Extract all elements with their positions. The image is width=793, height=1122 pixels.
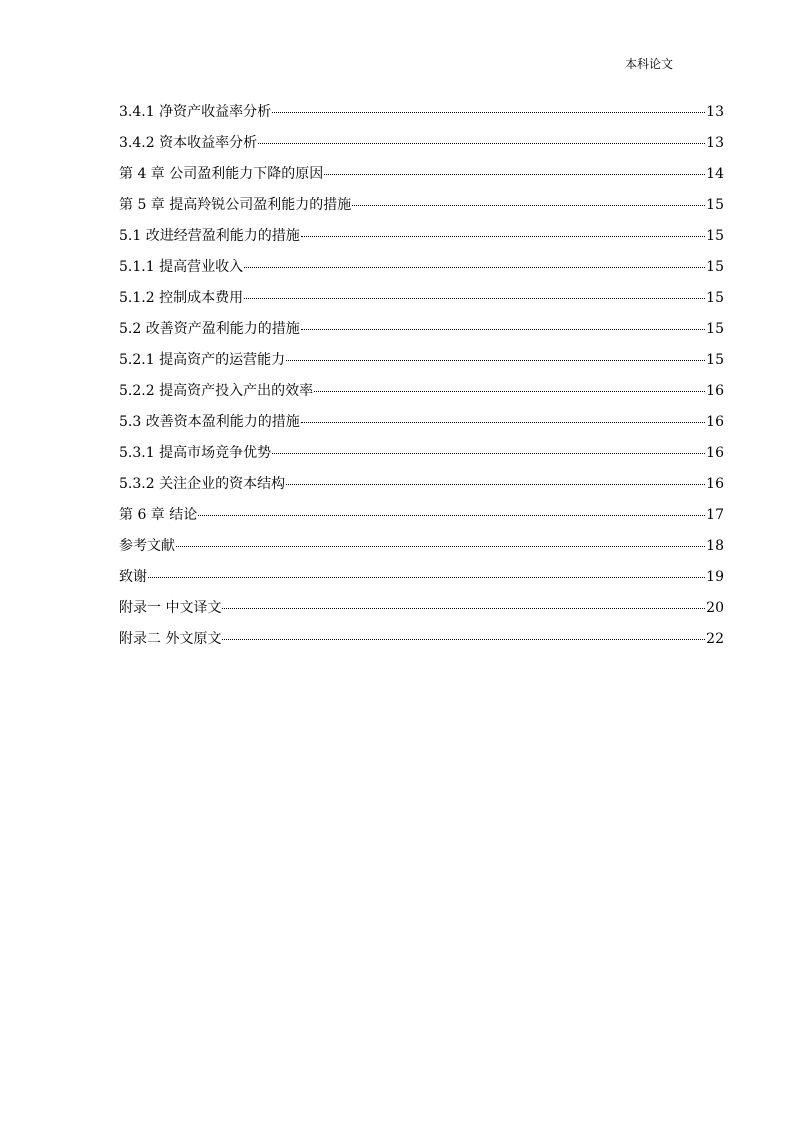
toc-entry[interactable] xyxy=(119,441,724,472)
toc-dot-leader xyxy=(244,298,705,299)
toc-entry-page: 15 xyxy=(706,352,724,368)
toc-entry[interactable] xyxy=(119,627,724,658)
toc-entry-page: 15 xyxy=(706,259,724,275)
toc-dot-leader xyxy=(222,608,705,609)
toc-dot-leader xyxy=(148,577,705,578)
toc-entry[interactable] xyxy=(119,224,724,255)
toc-entry[interactable] xyxy=(119,255,724,286)
toc-dot-leader xyxy=(314,391,705,392)
toc-entry-title: 第 5 章 提高羚锐公司盈利能力的措施 xyxy=(119,197,352,213)
toc-dot-leader xyxy=(286,484,705,485)
toc-entry-title: 附录一 中文译文 xyxy=(119,600,222,616)
toc-entry-page: 15 xyxy=(706,197,724,213)
table-of-contents xyxy=(119,100,724,658)
toc-entry[interactable] xyxy=(119,379,724,410)
toc-entry-title: 第 6 章 结论 xyxy=(119,507,198,523)
toc-dot-leader xyxy=(286,360,705,361)
toc-entry-title: 5.3.1 提高市场竞争优势 xyxy=(119,445,272,461)
toc-entry[interactable] xyxy=(119,534,724,565)
toc-entry[interactable] xyxy=(119,193,724,224)
toc-entry[interactable] xyxy=(119,565,724,596)
toc-entry-page: 16 xyxy=(706,445,724,461)
toc-entry-page: 20 xyxy=(706,600,724,616)
toc-dot-leader xyxy=(352,205,705,206)
toc-entry[interactable] xyxy=(119,472,724,503)
toc-entry-page: 15 xyxy=(706,290,724,306)
toc-entry[interactable] xyxy=(119,162,724,193)
toc-entry-title: 5.2.2 提高资产投入产出的效率 xyxy=(119,383,314,399)
toc-entry-title: 5.1 改进经营盈利能力的措施 xyxy=(119,228,300,244)
toc-entry-page: 13 xyxy=(706,135,724,151)
toc-dot-leader xyxy=(176,546,705,547)
toc-dot-leader xyxy=(324,174,705,175)
toc-entry-page: 16 xyxy=(706,414,724,430)
toc-entry-title: 5.1.2 控制成本费用 xyxy=(119,290,244,306)
toc-entry-page: 19 xyxy=(706,569,724,585)
toc-entry-title: 5.3.2 关注企业的资本结构 xyxy=(119,476,286,492)
toc-entry[interactable] xyxy=(119,410,724,441)
toc-dot-leader xyxy=(222,639,705,640)
toc-entry[interactable] xyxy=(119,503,724,534)
toc-entry-title: 3.4.1 净资产收益率分析 xyxy=(119,104,272,120)
toc-entry[interactable] xyxy=(119,100,724,131)
toc-entry-page: 17 xyxy=(706,507,724,523)
toc-entry[interactable] xyxy=(119,317,724,348)
toc-entry-title: 5.3 改善资本盈利能力的措施 xyxy=(119,414,300,430)
toc-dot-leader xyxy=(301,422,705,423)
toc-dot-leader xyxy=(272,112,705,113)
toc-entry-page: 16 xyxy=(706,383,724,399)
toc-entry[interactable] xyxy=(119,286,724,317)
toc-dot-leader xyxy=(198,515,705,516)
page-header: 本科论文 xyxy=(625,57,674,71)
toc-entry-title: 3.4.2 资本收益率分析 xyxy=(119,135,258,151)
toc-entry-title: 5.2 改善资产盈利能力的措施 xyxy=(119,321,300,337)
toc-dot-leader xyxy=(301,236,705,237)
toc-entry-page: 15 xyxy=(706,228,724,244)
toc-entry-title: 5.1.1 提高营业收入 xyxy=(119,259,244,275)
toc-entry-page: 13 xyxy=(706,104,724,120)
toc-entry-title: 附录二 外文原文 xyxy=(119,631,222,647)
toc-dot-leader xyxy=(272,453,705,454)
toc-entry-page: 15 xyxy=(706,321,724,337)
toc-entry-title: 5.2.1 提高资产的运营能力 xyxy=(119,352,286,368)
toc-dot-leader xyxy=(258,143,705,144)
toc-entry-page: 22 xyxy=(706,631,724,647)
toc-entry-page: 14 xyxy=(706,166,724,182)
toc-entry[interactable] xyxy=(119,131,724,162)
toc-dot-leader xyxy=(301,329,705,330)
toc-entry-title: 致谢 xyxy=(119,569,147,585)
toc-entry-page: 18 xyxy=(706,538,724,554)
toc-entry-title: 参考文献 xyxy=(119,538,175,554)
toc-dot-leader xyxy=(244,267,705,268)
toc-entry[interactable] xyxy=(119,348,724,379)
toc-entry[interactable] xyxy=(119,596,724,627)
toc-entry-page: 16 xyxy=(706,476,724,492)
toc-entry-title: 第 4 章 公司盈利能力下降的原因 xyxy=(119,166,324,182)
